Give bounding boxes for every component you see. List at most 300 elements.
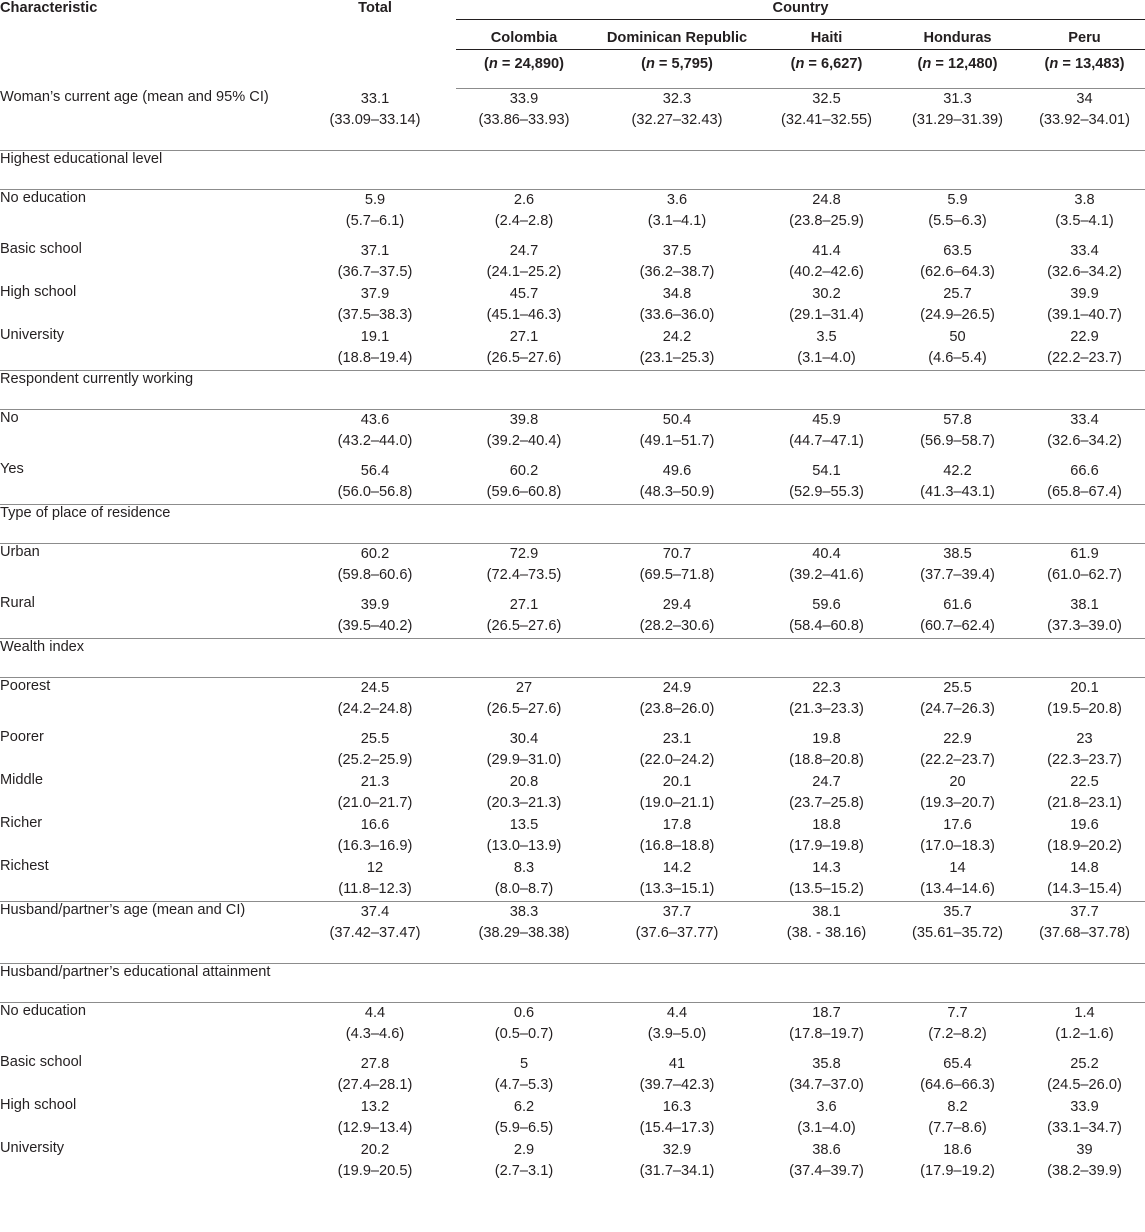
cell-value: 65.4: [943, 1055, 972, 1072]
cell-ci: (16.8–18.8): [639, 837, 715, 854]
cell-value: 38.1: [812, 904, 841, 920]
data-cell: [592, 410, 762, 461]
data-cell: [1024, 327, 1145, 371]
data-cell: [891, 1054, 1024, 1097]
row-label: Poorest: [0, 678, 51, 694]
cell-value: 70.7: [662, 546, 692, 562]
data-cell: [1024, 815, 1145, 858]
table-row: [0, 461, 1145, 505]
data-cell: [294, 772, 456, 815]
cell-value: 14.2: [662, 859, 692, 876]
table-row: [0, 772, 1145, 815]
cell-ci: (37.5–38.3): [337, 306, 413, 323]
cell-value: 34: [1076, 91, 1093, 107]
cell-value: 50.4: [662, 412, 692, 428]
data-cell: [891, 772, 1024, 815]
cell-ci: (18.8–20.8): [789, 751, 864, 768]
cell-ci: (37.3–39.0): [1047, 617, 1122, 634]
row-label: University: [0, 327, 294, 371]
sample-size-value: 5,795: [671, 56, 709, 72]
data-cell: [294, 1003, 456, 1054]
row-label: Richest: [0, 858, 294, 902]
cell-value: 6.2: [513, 1098, 535, 1115]
cell-ci: (3.1–4.0): [797, 1119, 856, 1136]
cell-value: 17.6: [943, 816, 972, 833]
cell-value: 24.9: [662, 680, 692, 696]
cell-value: 27.1: [509, 328, 539, 345]
table-row: [0, 815, 1145, 858]
cell-value: 23.1: [662, 730, 692, 747]
header-country-colombia: Colombia: [456, 30, 592, 56]
cell-ci: (8.0–8.7): [494, 880, 554, 897]
cell-ci: (7.7–8.6): [928, 1119, 987, 1136]
cell-value: 25.5: [360, 730, 390, 747]
data-cell: [294, 595, 456, 639]
data-cell: [294, 902, 456, 964]
cell-value: 56.4: [360, 462, 390, 479]
cell-ci: (32.6–34.2): [1047, 433, 1122, 449]
data-cell: [1024, 902, 1145, 964]
cell-ci: (19.9–20.5): [337, 1162, 413, 1179]
data-cell: [592, 902, 762, 964]
n-symbol: n: [1049, 56, 1059, 72]
cell-ci: (37.4–39.7): [789, 1162, 864, 1179]
table-row: [0, 1140, 1145, 1184]
cell-ci: (31.29–31.39): [912, 112, 1003, 128]
cell-ci: (17.8–19.7): [789, 1026, 864, 1042]
data-cell: [294, 284, 456, 327]
cell-value: 5.9: [364, 192, 386, 208]
row-label: Rural: [0, 595, 294, 639]
data-cell: [1024, 772, 1145, 815]
data-cell: [592, 1097, 762, 1140]
data-cell: [1024, 1054, 1145, 1097]
cell-ci: (36.7–37.5): [337, 263, 413, 280]
cell-value: 20.1: [1070, 680, 1099, 696]
cell-ci: (5.5–6.3): [928, 213, 987, 229]
cell-value: 40.4: [812, 546, 841, 562]
table-row: [0, 678, 1145, 729]
cell-ci: (39.7–42.3): [639, 1076, 715, 1093]
cell-value: 32.5: [812, 91, 841, 107]
data-cell: [456, 284, 592, 327]
cell-ci: (32.6–34.2): [1047, 263, 1122, 280]
data-cell: [456, 772, 592, 815]
cell-value: 5.9: [947, 192, 968, 208]
cell-ci: (59.8–60.6): [337, 567, 413, 583]
cell-value: 2.9: [513, 1141, 535, 1158]
cell-value: 20.2: [360, 1141, 390, 1158]
cell-ci: (12.9–13.4): [337, 1119, 413, 1136]
cell-value: 3.6: [666, 192, 688, 208]
cell-value: 14: [949, 859, 966, 876]
data-cell: [294, 190, 456, 241]
cell-ci: (26.5–27.6): [486, 349, 562, 366]
header-country-peru: Peru: [1024, 30, 1145, 56]
cell-ci: (3.5–4.1): [1055, 213, 1114, 229]
data-cell: [762, 1097, 891, 1140]
data-cell: [762, 678, 891, 729]
n-symbol: n: [922, 56, 932, 72]
cell-value: 38.1: [1070, 596, 1099, 613]
section-label: Wealth index: [0, 639, 1145, 678]
cell-value: 45.9: [812, 412, 841, 428]
cell-value: 19.8: [812, 730, 841, 747]
table-row: [0, 241, 1145, 284]
table-row: [0, 327, 1145, 371]
data-cell: [294, 241, 456, 284]
header-country: [456, 0, 1145, 30]
cell-value: 24.7: [509, 242, 539, 259]
cell-ci: (33.6–36.0): [639, 306, 715, 323]
cell-value: 35.7: [943, 904, 972, 920]
cell-value: 20: [949, 773, 966, 790]
cell-value: 8.2: [947, 1098, 968, 1115]
cell-value: 22.3: [812, 680, 841, 696]
cell-value: 61.9: [1070, 546, 1099, 562]
cell-ci: (36.2–38.7): [639, 263, 715, 280]
cell-ci: (31.7–34.1): [639, 1162, 715, 1179]
cell-ci: (37.7–39.4): [920, 567, 995, 583]
cell-value: 20.8: [509, 773, 539, 790]
data-cell: [762, 461, 891, 505]
data-cell: [891, 595, 1024, 639]
row-label: Woman’s current age (mean and 95% CI): [0, 89, 294, 151]
table-row: [0, 284, 1145, 327]
data-cell: [592, 772, 762, 815]
cell-value: 60.2: [509, 462, 539, 479]
row-label: High school: [0, 1096, 77, 1113]
data-cell: [762, 1140, 891, 1184]
cell-ci: (56.9–58.7): [920, 433, 995, 449]
data-cell: [1024, 544, 1145, 595]
cell-value: 37.9: [360, 285, 390, 302]
cell-ci: (24.7–26.3): [920, 701, 995, 717]
data-cell: [294, 1097, 456, 1140]
cell-ci: (22.3–23.7): [1047, 751, 1122, 768]
cell-value: 25.2: [1070, 1055, 1099, 1072]
data-cell: [891, 89, 1024, 151]
data-cell: [456, 902, 592, 964]
sample-size-value: 12,480: [947, 56, 993, 72]
cell-value: 39: [1076, 1141, 1093, 1158]
cell-ci: (13.5–15.2): [789, 880, 864, 897]
data-cell: [1024, 241, 1145, 284]
cell-value: 59.6: [812, 596, 841, 613]
cell-ci: (33.92–34.01): [1039, 112, 1130, 128]
cell-value: 3.5: [816, 328, 837, 345]
cell-value: 35.8: [812, 1055, 841, 1072]
cell-value: 63.5: [943, 242, 972, 259]
cell-ci: (33.86–33.93): [478, 112, 570, 128]
data-cell: [891, 1003, 1024, 1054]
row-label: Richer: [0, 814, 43, 831]
cell-value: 27.8: [360, 1055, 390, 1072]
header-country-honduras: Honduras: [891, 30, 1024, 56]
cell-ci: (58.4–60.8): [789, 617, 864, 634]
cell-value: 18.6: [943, 1141, 972, 1158]
data-cell: [592, 678, 762, 729]
cell-ci: (13.3–15.1): [639, 880, 715, 897]
cell-value: 30.4: [509, 730, 539, 747]
row-label: No education: [0, 190, 87, 206]
data-cell: [1024, 284, 1145, 327]
table-row: [0, 1097, 1145, 1140]
data-cell: [592, 595, 762, 639]
cell-value: 37.5: [662, 242, 692, 259]
data-cell: [592, 327, 762, 371]
cell-value: 37.7: [662, 904, 692, 920]
cell-value: 27.1: [509, 596, 539, 613]
cell-ci: (23.1–25.3): [639, 349, 715, 366]
data-cell: [1024, 1140, 1145, 1184]
cell-ci: (16.3–16.9): [337, 837, 413, 854]
data-cell: [294, 1054, 456, 1097]
cell-value: 37.7: [1070, 904, 1099, 920]
cell-value: 32.3: [662, 91, 692, 107]
cell-ci: (41.3–43.1): [920, 483, 995, 500]
cell-value: 30.2: [812, 285, 841, 302]
cell-ci: (3.9–5.0): [647, 1026, 707, 1042]
table-row: [0, 544, 1145, 595]
data-cell: [592, 815, 762, 858]
table-row: [0, 639, 1145, 678]
data-cell: [592, 729, 762, 772]
data-cell: [592, 1054, 762, 1097]
data-cell: [891, 461, 1024, 505]
cell-value: 22.9: [943, 730, 972, 747]
cell-value: 7.7: [947, 1005, 968, 1021]
cell-value: 61.6: [943, 596, 972, 613]
section-label: Respondent currently working: [0, 371, 1145, 410]
data-cell: [294, 410, 456, 461]
row-label: Husband/partner’s age (mean and CI): [0, 902, 294, 964]
data-cell: [1024, 595, 1145, 639]
data-cell: [592, 1140, 762, 1184]
table-row: [0, 190, 1145, 241]
section-label: Type of place of residence: [0, 505, 1145, 544]
data-cell: [456, 89, 592, 151]
cell-value: 39.9: [360, 596, 390, 613]
cell-value: 22.5: [1070, 773, 1099, 790]
cell-value: 27: [515, 680, 533, 696]
section-label: Husband/partner’s educational attainment: [0, 964, 1145, 1003]
cell-value: 33.4: [1070, 242, 1099, 259]
cell-value: 2.6: [513, 192, 535, 208]
sample-size-peru: (n = 13,483): [1024, 56, 1145, 89]
cell-value: 49.6: [662, 462, 692, 479]
data-cell: [762, 241, 891, 284]
n-symbol: n: [795, 56, 805, 72]
cell-value: 3.8: [1074, 192, 1095, 208]
data-cell: [456, 1097, 592, 1140]
row-label: Poorer: [0, 728, 44, 745]
cell-value: 22.9: [1070, 328, 1099, 345]
cell-value: 41: [668, 1055, 686, 1072]
cell-ci: (39.5–40.2): [337, 617, 413, 634]
cell-value: 13.2: [360, 1098, 390, 1115]
data-cell: [1024, 461, 1145, 505]
data-cell: [456, 595, 592, 639]
data-cell: [456, 241, 592, 284]
data-cell: [456, 190, 592, 241]
cell-ci: (27.4–28.1): [337, 1076, 413, 1093]
cell-value: 14.3: [812, 859, 841, 876]
cell-value: 23: [1076, 730, 1093, 747]
cell-ci: (37.68–37.78): [1039, 925, 1130, 941]
cell-ci: (21.0–21.7): [337, 794, 413, 811]
cell-ci: (24.5–26.0): [1047, 1076, 1122, 1093]
data-cell: [891, 678, 1024, 729]
cell-ci: (24.1–25.2): [486, 263, 562, 280]
cell-ci: (26.5–27.6): [486, 701, 562, 717]
data-cell: [762, 595, 891, 639]
cell-ci: (3.1–4.1): [647, 213, 707, 229]
cell-ci: (13.4–14.6): [920, 880, 995, 897]
cell-value: 20.1: [662, 773, 692, 790]
data-cell: [294, 544, 456, 595]
data-cell: [456, 461, 592, 505]
cell-ci: (13.0–13.9): [486, 837, 562, 854]
cell-value: 42.2: [943, 462, 972, 479]
table-row: [0, 505, 1145, 544]
table-row: [0, 89, 1145, 151]
data-cell: [456, 729, 592, 772]
cell-ci: (34.7–37.0): [789, 1076, 864, 1093]
cell-ci: (35.61–35.72): [912, 925, 1003, 941]
cell-value: 25.7: [943, 285, 972, 302]
cell-ci: (17.0–18.3): [920, 837, 995, 854]
cell-ci: (1.2–1.6): [1055, 1026, 1114, 1042]
row-label: Basic school: [0, 1053, 82, 1070]
row-label: Urban: [0, 544, 40, 560]
cell-ci: (23.7–25.8): [789, 794, 864, 811]
sample-size-honduras: (n = 12,480): [891, 56, 1024, 89]
cell-ci: (5.9–6.5): [494, 1119, 554, 1136]
cell-ci: (18.8–19.4): [337, 349, 413, 366]
cell-value: 38.6: [812, 1141, 841, 1158]
data-cell: [891, 858, 1024, 902]
cell-value: 39.8: [509, 412, 539, 428]
data-cell: [891, 241, 1024, 284]
cell-value: 18.7: [812, 1005, 841, 1021]
header-total: Total: [358, 0, 392, 16]
table-row: [0, 858, 1145, 902]
table-row: [0, 1054, 1145, 1097]
cell-value: 39.9: [1070, 285, 1099, 302]
table-row: [0, 964, 1145, 1003]
sample-size-value: 13,483: [1074, 56, 1120, 72]
data-cell: [294, 858, 456, 902]
cell-ci: (38. - 38.16): [786, 925, 867, 941]
data-cell: [294, 327, 456, 371]
table-row: [0, 1003, 1145, 1054]
data-cell: [891, 410, 1024, 461]
cell-value: 8.3: [513, 859, 535, 876]
cell-value: 3.6: [816, 1098, 837, 1115]
data-cell: [592, 858, 762, 902]
cell-ci: (32.41–32.55): [781, 112, 872, 128]
data-cell: [891, 327, 1024, 371]
cell-value: 31.3: [943, 91, 972, 107]
cell-value: 5: [519, 1055, 529, 1072]
sample-size-colombia: (n = 24,890): [456, 56, 592, 89]
cell-ci: (72.4–73.5): [486, 567, 562, 583]
cell-ci: (22.2–23.7): [920, 751, 995, 768]
cell-value: 43.6: [360, 412, 390, 428]
table-row: [0, 595, 1145, 639]
cell-value: 16.6: [360, 816, 390, 833]
data-cell: [1024, 190, 1145, 241]
data-cell: [891, 1097, 1024, 1140]
cell-value: 66.6: [1070, 462, 1099, 479]
data-cell: [1024, 678, 1145, 729]
cell-value: 16.3: [662, 1098, 692, 1115]
data-cell: [456, 678, 592, 729]
row-label: No: [0, 410, 19, 426]
cell-ci: (24.2–24.8): [337, 701, 413, 717]
cell-ci: (4.7–5.3): [494, 1076, 554, 1093]
cell-ci: (37.6–37.77): [635, 925, 719, 941]
cell-value: 21.3: [360, 773, 390, 790]
data-cell: [592, 190, 762, 241]
cell-ci: (4.6–5.4): [928, 349, 987, 366]
cell-ci: (14.3–15.4): [1047, 880, 1122, 897]
data-cell: [891, 284, 1024, 327]
cell-value: 14.8: [1070, 859, 1099, 876]
cell-ci: (4.3–4.6): [345, 1026, 405, 1042]
cell-ci: (49.1–51.7): [639, 433, 715, 449]
cell-ci: (39.2–40.4): [486, 433, 562, 449]
cell-ci: (60.7–62.4): [920, 617, 995, 634]
country-label: Country: [456, 0, 1145, 20]
cell-ci: (20.3–21.3): [486, 794, 562, 811]
row-label: Middle: [0, 771, 43, 788]
cell-value: 24.5: [360, 680, 390, 696]
cell-ci: (45.1–46.3): [486, 306, 562, 323]
data-cell: [762, 772, 891, 815]
cell-value: 33.9: [1070, 1098, 1099, 1115]
cell-value: 24.7: [812, 773, 841, 790]
data-cell: [762, 1054, 891, 1097]
cell-ci: (56.0–56.8): [337, 483, 413, 500]
cell-ci: (33.09–33.14): [329, 111, 421, 128]
cell-ci: (17.9–19.2): [920, 1162, 995, 1179]
cell-ci: (25.2–25.9): [337, 751, 413, 768]
cell-value: 13.5: [509, 816, 539, 833]
data-cell: [294, 815, 456, 858]
cell-ci: (29.1–31.4): [789, 306, 864, 323]
data-cell: [1024, 1003, 1145, 1054]
data-cell: [456, 1140, 592, 1184]
data-cell: [891, 544, 1024, 595]
cell-value: 50: [949, 328, 966, 345]
cell-ci: (39.1–40.7): [1047, 306, 1122, 323]
n-symbol: n: [488, 56, 498, 72]
cell-ci: (15.4–17.3): [639, 1119, 715, 1136]
cell-value: 0.6: [513, 1005, 535, 1021]
header-country-dominican-republic: Dominican Republic: [592, 30, 762, 56]
cell-ci: (26.5–27.6): [486, 617, 562, 634]
cell-ci: (19.0–21.1): [639, 794, 715, 811]
cell-value: 29.4: [662, 596, 692, 613]
cell-value: 24.2: [662, 328, 692, 345]
cell-ci: (65.8–67.4): [1047, 483, 1122, 500]
data-cell: [762, 284, 891, 327]
cell-value: 24.8: [812, 192, 841, 208]
cell-ci: (29.9–31.0): [486, 751, 562, 768]
row-label: High school: [0, 283, 77, 300]
